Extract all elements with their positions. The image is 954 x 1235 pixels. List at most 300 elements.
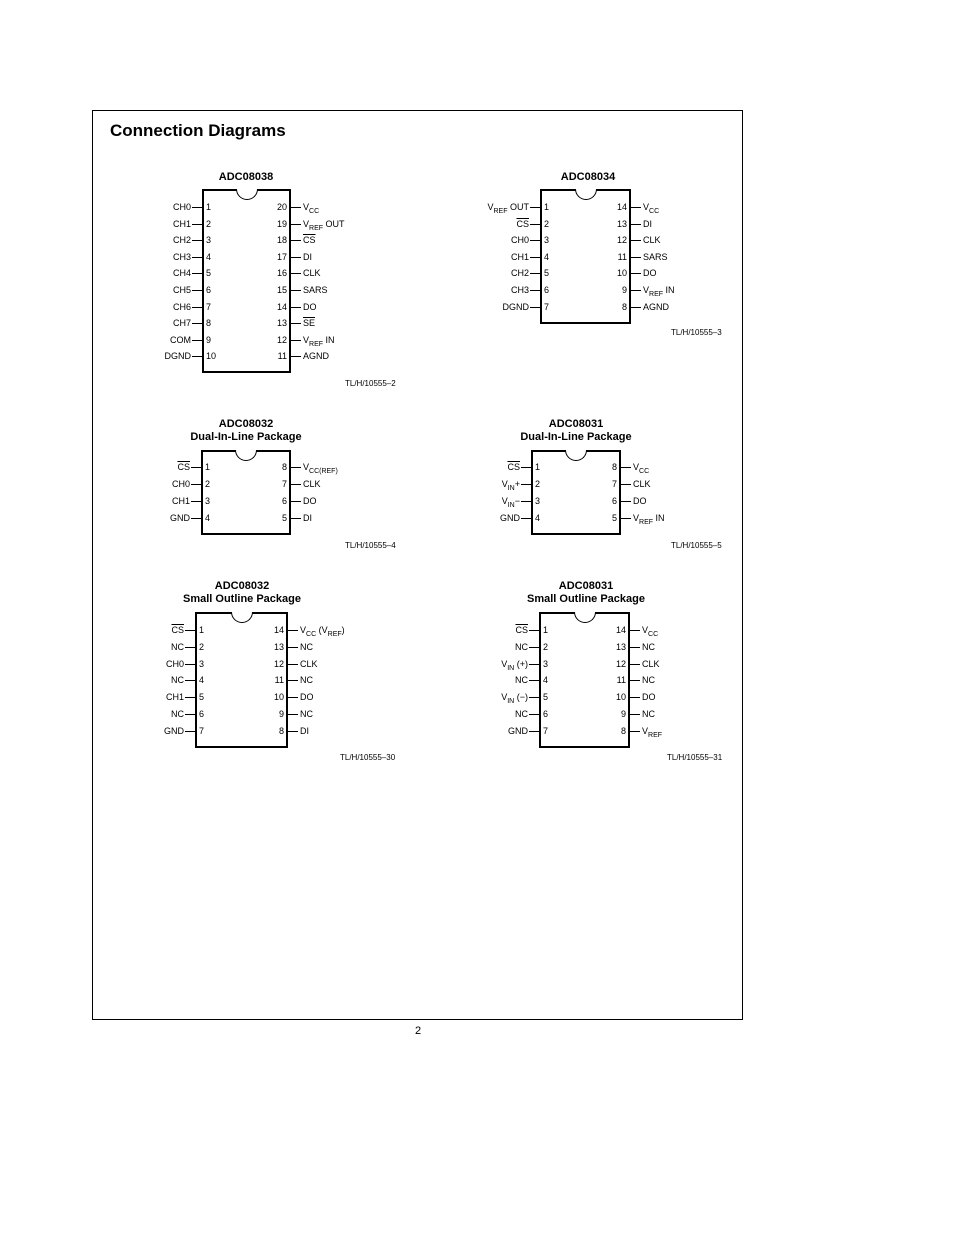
- pin-label-text: DGND: [502, 301, 529, 312]
- pin-label: [170, 513, 190, 523]
- pin-lead: [291, 207, 301, 208]
- pin-lead: [630, 647, 640, 648]
- pin-number: 7: [206, 301, 212, 312]
- pin-number: 2: [206, 218, 212, 229]
- part-number: ADC08031: [558, 580, 614, 592]
- pin-label: [173, 318, 191, 328]
- pin-number: 1: [543, 625, 549, 635]
- pin-label: [633, 462, 649, 474]
- pin-lead: [521, 518, 531, 519]
- pin-number: 4: [205, 513, 211, 523]
- pin-number: 9: [621, 285, 627, 295]
- pin-lead: [288, 630, 298, 631]
- pin-label: [165, 351, 192, 361]
- pin-label-text: NC: [642, 675, 655, 686]
- pin-lead: [185, 680, 195, 681]
- pin-label: [643, 268, 657, 278]
- pin-label-subscript: REF: [649, 291, 664, 298]
- pin-label-text: V: [633, 462, 640, 472]
- pin-label: [173, 252, 191, 262]
- pin-label: [300, 726, 309, 736]
- pin-label-suffix: IN: [323, 334, 335, 345]
- pin-label-text: CLK: [643, 235, 661, 246]
- pin-number: 3: [543, 658, 549, 669]
- pin-number: 6: [199, 709, 205, 719]
- pin-number: 14: [273, 625, 284, 635]
- pin-label: [173, 219, 191, 229]
- pin-lead: [192, 290, 202, 291]
- pin-label: [172, 479, 190, 489]
- pin-label-text: $\overline{CS}$: [516, 218, 529, 229]
- pin-label-text: V: [501, 692, 508, 703]
- pin-label: [642, 675, 655, 685]
- package-title: [498, 171, 678, 184]
- pin-number: 10: [615, 692, 626, 703]
- pin-number: 7: [544, 301, 550, 312]
- pin-number: 5: [281, 513, 287, 523]
- pin-label-text: V: [642, 725, 649, 736]
- pin-label-suffix: −: [514, 496, 520, 506]
- pin-lead: [530, 257, 540, 258]
- pin-lead: [291, 501, 301, 502]
- pin-label-text: $\overline{CS}$: [303, 235, 316, 246]
- pin-number: 18: [276, 235, 287, 246]
- pin-label-text: NC: [642, 709, 655, 719]
- pin-lead: [529, 647, 539, 648]
- pin-label: [303, 235, 316, 245]
- pin-number: 5: [611, 513, 617, 523]
- pin-label: [171, 642, 184, 652]
- package-title: [156, 418, 336, 444]
- package-title: [496, 580, 676, 606]
- pin-number: 7: [543, 725, 549, 736]
- pin1-notch: [574, 612, 596, 623]
- pin-label-text: DO: [642, 692, 656, 703]
- pin-number: 6: [281, 496, 287, 506]
- pin-label-text: NC: [300, 641, 313, 652]
- pin-number: 6: [611, 496, 617, 506]
- pin-label-suffix: OUT: [323, 218, 345, 229]
- pin-lead: [291, 518, 301, 519]
- pin-number: 8: [281, 462, 287, 472]
- package-type: Small Outline Package: [183, 593, 301, 605]
- pin-label-text: NC: [171, 709, 184, 719]
- pin-number: 9: [206, 334, 212, 345]
- pin-label: [300, 642, 313, 652]
- pin-number: 10: [206, 351, 217, 362]
- pin-number: 1: [535, 462, 541, 472]
- part-number: ADC08034: [560, 171, 616, 183]
- pin-number: 11: [617, 251, 627, 262]
- pin-label-text: DO: [633, 496, 647, 506]
- pin-label: [643, 285, 675, 297]
- pin-label-text: CH1: [510, 251, 529, 262]
- pin-label-text: CLK: [300, 658, 318, 669]
- pin-lead: [192, 257, 202, 258]
- pin-lead: [192, 307, 202, 308]
- pin-label: [303, 513, 312, 523]
- pin-lead: [192, 240, 202, 241]
- pin-label-text: V: [303, 202, 310, 212]
- pin-lead: [288, 714, 298, 715]
- pin-label-text: GND: [508, 725, 528, 736]
- pin-label: [511, 235, 529, 245]
- pin-label: [173, 285, 191, 295]
- pin-label: [303, 268, 321, 278]
- pin-lead: [291, 240, 301, 241]
- pin-number: 16: [276, 268, 287, 279]
- pin-lead: [630, 630, 640, 631]
- package-title: [156, 171, 336, 184]
- pin-lead: [191, 467, 201, 468]
- pin-label: [642, 726, 662, 738]
- pin-lead: [530, 290, 540, 291]
- pin-number: 12: [615, 658, 626, 669]
- pin-number: 1: [205, 462, 211, 472]
- figure-reference: TL/H/10555–2: [345, 379, 396, 388]
- pin-lead: [631, 273, 641, 274]
- pin-label-text: $\overline{CS}$: [171, 625, 184, 635]
- pin-label-text: NC: [171, 641, 184, 652]
- pin-lead: [291, 356, 301, 357]
- pin-label: [642, 642, 655, 652]
- pin-lead: [185, 731, 195, 732]
- pin-number: 13: [615, 641, 626, 652]
- pin-label-text: AGND: [303, 351, 330, 362]
- pin-label: [300, 709, 313, 719]
- pin-lead: [621, 484, 631, 485]
- pin-label-text: NC: [171, 675, 184, 686]
- pin-number: 9: [620, 709, 626, 719]
- pin-label-text: NC: [515, 641, 528, 652]
- part-number: ADC08031: [548, 418, 604, 430]
- pin-lead: [521, 501, 531, 502]
- pin-lead: [621, 467, 631, 468]
- pin-lead: [521, 467, 531, 468]
- figure-reference: TL/H/10555–4: [345, 541, 396, 550]
- pin-number: 14: [616, 202, 627, 212]
- pin-lead: [191, 518, 201, 519]
- pin-number: 7: [611, 479, 617, 489]
- pin-number: 6: [206, 285, 212, 295]
- pin1-notch: [575, 189, 597, 200]
- pin-label: [642, 709, 655, 719]
- pin-number: 5: [199, 692, 205, 703]
- pin-label-text: DO: [303, 301, 317, 312]
- pin-label: [303, 496, 317, 506]
- pin-number: 3: [535, 496, 541, 506]
- pin-label-text: CH3: [510, 285, 529, 295]
- pin-lead: [185, 647, 195, 648]
- pin-lead: [291, 340, 301, 341]
- pin-number: 1: [206, 202, 212, 212]
- pin-label-text: CH5: [172, 285, 191, 295]
- pin-label-text: NC: [300, 675, 313, 686]
- pin-label-text: V: [642, 625, 649, 635]
- pin-label-suffix: +: [514, 479, 520, 489]
- pin-label: [164, 726, 184, 736]
- pin-lead: [288, 664, 298, 665]
- pin-label-text: V: [300, 625, 307, 635]
- pin-number: 6: [544, 285, 550, 295]
- pin-number: 5: [206, 268, 212, 279]
- pin-lead: [630, 697, 640, 698]
- pin-label: [502, 496, 520, 508]
- pin-lead: [185, 697, 195, 698]
- pin-label-text: DI: [300, 725, 309, 736]
- pin-lead: [192, 340, 202, 341]
- pin-label-text: NC: [642, 641, 655, 652]
- pin-number: 11: [616, 675, 626, 686]
- pin-label-text: $\overline{CS}$: [507, 462, 520, 472]
- pin-number: 9: [278, 709, 284, 719]
- pin-number: 5: [543, 692, 549, 703]
- pin-number: 7: [281, 479, 287, 489]
- pin-lead: [631, 257, 641, 258]
- pin-label: [303, 302, 317, 312]
- pin-number: 4: [206, 251, 212, 262]
- pin-label: [501, 659, 528, 671]
- pin-label-text: CH3: [172, 251, 191, 262]
- pin-label: [501, 692, 528, 704]
- pin-number: 2: [205, 479, 211, 489]
- pin-lead: [529, 714, 539, 715]
- pin-label-text: NC: [515, 709, 528, 719]
- pin-label: [508, 726, 528, 736]
- pin-label: [303, 479, 321, 489]
- pin-label: [303, 335, 335, 347]
- pin-label-text: NC: [300, 709, 313, 719]
- pin-number: 4: [543, 675, 549, 686]
- pin-label: [303, 219, 345, 231]
- pin-number: 10: [616, 268, 627, 279]
- pin-label-text: AGND: [643, 301, 670, 312]
- pin-label-text: GND: [170, 513, 190, 523]
- pin-number: 4: [199, 675, 205, 686]
- pin-label: [516, 219, 529, 229]
- pin-label-text: DGND: [164, 351, 191, 362]
- pin-lead: [291, 224, 301, 225]
- pin-lead: [288, 697, 298, 698]
- pin-lead: [529, 731, 539, 732]
- pin-label-suffix: IN: [653, 513, 665, 523]
- pin-label-text: DI: [303, 251, 312, 262]
- page-heading: Connection Diagrams: [110, 121, 286, 140]
- pin-lead: [529, 697, 539, 698]
- pin-lead: [192, 207, 202, 208]
- pin-label-text: CH0: [172, 202, 191, 212]
- pin-number: 2: [544, 218, 550, 229]
- pin-label: [303, 318, 315, 328]
- pin-number: 4: [544, 251, 550, 262]
- pin-label-text: SARS: [643, 251, 668, 262]
- part-number: ADC08038: [218, 171, 274, 183]
- pin-label-text: CH0: [510, 235, 529, 246]
- pin-lead: [288, 647, 298, 648]
- pin-number: 8: [278, 725, 284, 736]
- pin-label-text: V: [643, 285, 650, 295]
- pin-number: 12: [276, 334, 287, 345]
- pin-lead: [630, 731, 640, 732]
- pin-lead: [530, 240, 540, 241]
- pin-label-subscript: IN: [507, 485, 515, 492]
- pin-label: [515, 642, 528, 652]
- pin-label-subscript: REF: [493, 208, 508, 215]
- pin-number: 19: [276, 218, 287, 229]
- pin-number: 14: [615, 625, 626, 635]
- pin-number: 8: [621, 301, 627, 312]
- figure-reference: TL/H/10555–3: [671, 328, 722, 337]
- pin-lead: [291, 307, 301, 308]
- pin-lead: [521, 484, 531, 485]
- pin-label-text: $\overline{SE}$: [303, 318, 316, 329]
- pin-label: [643, 302, 669, 312]
- pin-number: 11: [274, 675, 284, 686]
- pin-label-text: DI: [303, 513, 312, 523]
- pin-label-text: CH1: [165, 692, 184, 703]
- pin-lead: [185, 630, 195, 631]
- pin-label: [643, 252, 668, 262]
- pin-lead: [530, 307, 540, 308]
- pin-label: [643, 219, 652, 229]
- pin-number: 13: [276, 318, 287, 329]
- pin-label-suffix: ): [341, 625, 345, 635]
- pin-lead: [621, 518, 631, 519]
- pin1-notch: [231, 612, 253, 623]
- pin-label-text: NC: [515, 675, 528, 686]
- pin-lead: [529, 680, 539, 681]
- pin-label-text: GND: [500, 513, 520, 523]
- pin-label-text: V: [501, 658, 508, 669]
- pin-lead: [530, 224, 540, 225]
- pin-label-text: CLK: [303, 268, 321, 279]
- pin-number: 6: [543, 709, 549, 719]
- pin-label-subscript: CC: [309, 208, 320, 215]
- pin-number: 3: [199, 658, 205, 669]
- pin-label: [170, 335, 191, 345]
- pin-label-subscript: IN: [507, 502, 515, 509]
- part-number: ADC08032: [218, 418, 274, 430]
- pin-lead: [621, 501, 631, 502]
- pin-label: [643, 235, 661, 245]
- pin-label: [300, 692, 314, 702]
- ic-body: [531, 450, 621, 535]
- pin-number: 15: [276, 285, 287, 295]
- pin-label-text: $\overline{CS}$: [515, 625, 528, 635]
- pin-number: 2: [543, 641, 549, 652]
- pin-label-text: CH0: [165, 658, 184, 669]
- pin-label: [503, 302, 530, 312]
- pin-number: 14: [276, 301, 287, 312]
- pin-lead: [291, 484, 301, 485]
- pin-label: [303, 462, 338, 474]
- pin-label-text: V: [643, 202, 650, 212]
- pin-number: 13: [616, 218, 627, 229]
- pin-number: 20: [276, 202, 287, 212]
- pin-label-suffix: IN: [663, 285, 675, 295]
- pin-label-subscript: CC: [639, 468, 650, 475]
- pin-label: [172, 496, 190, 506]
- pin-lead: [291, 257, 301, 258]
- package-type: Dual-In-Line Package: [520, 431, 632, 443]
- pin-label-suffix: OUT: [507, 202, 529, 212]
- pin-label: [300, 659, 318, 669]
- pin-label: [511, 252, 529, 262]
- pin-label-text: CLK: [303, 479, 321, 489]
- pin-lead: [631, 224, 641, 225]
- pin-lead: [291, 467, 301, 468]
- pin-label-text: CH6: [172, 301, 191, 312]
- pin-label: [642, 625, 658, 637]
- pin-label: [173, 268, 191, 278]
- pin-label: [300, 675, 313, 685]
- pin-lead: [288, 731, 298, 732]
- pin-label-text: V: [303, 334, 310, 345]
- pin-label: [642, 692, 656, 702]
- pin-lead: [191, 501, 201, 502]
- pin-label: [511, 285, 529, 295]
- pin-lead: [192, 224, 202, 225]
- pin-label-text: $\overline{CS}$: [177, 462, 190, 472]
- pin-lead: [631, 290, 641, 291]
- pin-label: [633, 479, 651, 489]
- pin-label-text: COM: [170, 334, 191, 345]
- pin-lead: [192, 323, 202, 324]
- pin-label: [173, 202, 191, 212]
- pin-label: [515, 625, 528, 635]
- pin-label-subscript: IN: [507, 664, 515, 672]
- pin-label-text: V: [633, 513, 640, 523]
- pin-label-text: V: [501, 496, 508, 506]
- pin-label: [171, 625, 184, 635]
- pin-number: 11: [277, 351, 287, 362]
- page-number: 2: [414, 1025, 422, 1037]
- pin-label-suffix: (−): [514, 692, 528, 703]
- pin-label-subscript: CC(REF): [309, 468, 338, 475]
- pin-lead: [530, 273, 540, 274]
- pin-label-subscript: REF: [327, 631, 342, 638]
- pin-label-text: DO: [303, 496, 317, 506]
- pin-lead: [530, 207, 540, 208]
- pin-lead: [630, 680, 640, 681]
- pin-label: [303, 351, 329, 361]
- pin-label-text: CH1: [171, 496, 190, 506]
- pin-label: [515, 675, 528, 685]
- pin-label: [502, 479, 520, 491]
- figure-reference: TL/H/10555–30: [340, 753, 396, 762]
- pin-label-text: DI: [643, 218, 652, 229]
- pin-number: 8: [206, 318, 212, 329]
- pin-label-text: CLK: [642, 658, 660, 669]
- pin-number: 4: [535, 513, 541, 523]
- pin-number: 2: [199, 641, 205, 652]
- pin-label: [511, 268, 529, 278]
- ic-body: [201, 450, 291, 535]
- pin-lead: [288, 680, 298, 681]
- pin-label: [633, 496, 647, 506]
- ic-body: [202, 189, 291, 373]
- pin-lead: [529, 630, 539, 631]
- pin-lead: [185, 664, 195, 665]
- pin-label-subscript: REF: [309, 340, 324, 348]
- pin-label: [303, 285, 328, 295]
- pin-label: [173, 235, 191, 245]
- pin-label-text: SARS: [303, 285, 328, 295]
- diagram-frame: [92, 110, 743, 1020]
- pin-lead: [291, 323, 301, 324]
- pin-label: [166, 659, 184, 669]
- pin-lead: [192, 356, 202, 357]
